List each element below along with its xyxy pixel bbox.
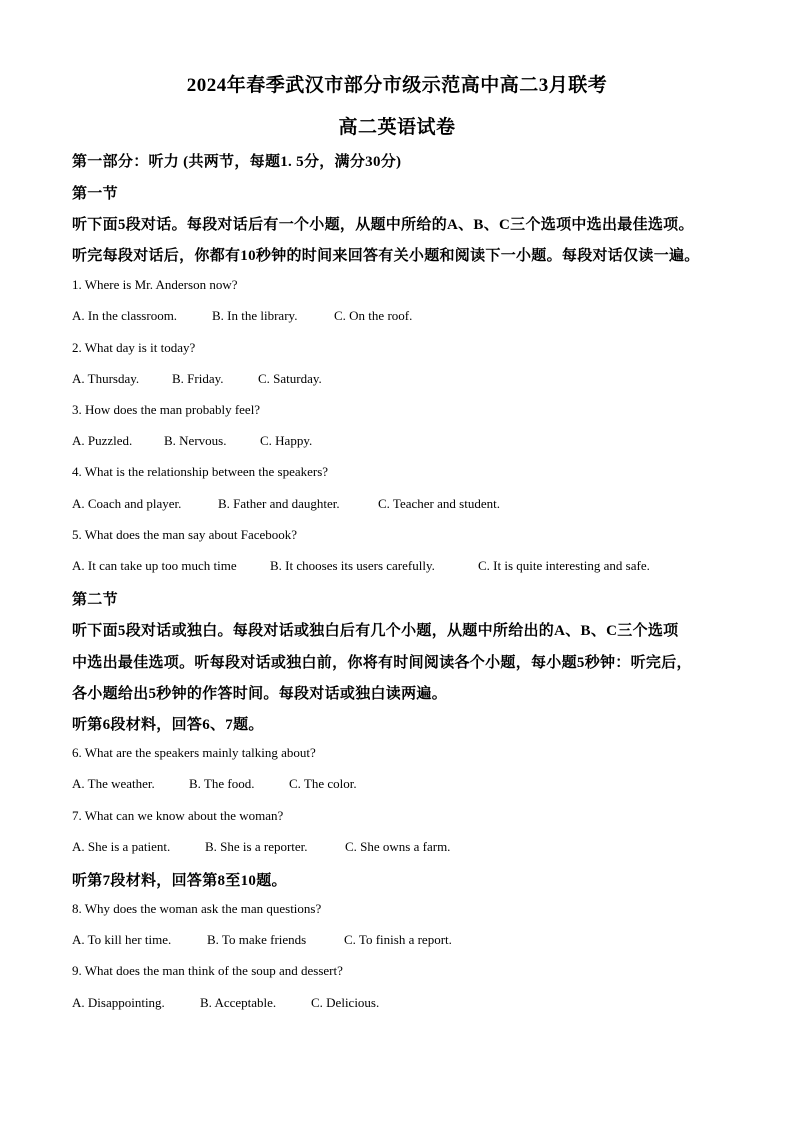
section1-instruction-line2: 听完每段对话后，你都有10秒钟的时间来回答有关小题和阅读下一小题。每段对话仅读一遍。 <box>72 248 700 264</box>
option-c: C. Delicious. <box>311 995 380 1010</box>
option-b: B. Friday. <box>172 371 224 386</box>
question-options <box>72 839 450 855</box>
part1-heading: 第一部分：听力 (共两节，每题1. 5分，满分30分) <box>72 154 402 170</box>
question-stem: 8. Why does the woman ask the man questions? <box>72 901 322 916</box>
option-c: C. She owns a farm. <box>345 839 451 854</box>
option-a: A. The weather. <box>72 776 155 791</box>
section2-instruction-line2: 中选出最佳选项。听每段对话或独白前，你将有时间阅读各个小题，每小题5秒钟：听完后， <box>72 655 692 671</box>
question-stem: 4. What is the relationship between the speakers? <box>72 464 329 479</box>
material6-heading: 听第6段材料，回答6、7题。 <box>72 717 264 733</box>
option-b: B. The food. <box>189 776 255 791</box>
option-c: C. On the roof. <box>334 308 413 323</box>
question-options <box>72 308 412 324</box>
option-c: C. Saturday. <box>258 371 322 386</box>
option-a: A. Puzzled. <box>72 433 133 448</box>
question-stem: 7. What can we know about the woman? <box>72 808 284 823</box>
option-b: B. Acceptable. <box>200 995 277 1010</box>
question-options <box>72 776 357 792</box>
option-a: A. Disappointing. <box>72 995 165 1010</box>
question-stem: 1. Where is Mr. Anderson now? <box>72 277 238 292</box>
question-stem: 9. What does the man think of the soup and dessert? <box>72 963 343 978</box>
question-stem: 6. What are the speakers mainly talking about? <box>72 745 316 760</box>
section1-instruction-line1: 听下面5段对话。每段对话后有一个小题，从题中所给的A、B、C三个选项中选出最佳选项。 <box>72 217 694 233</box>
question-options <box>72 433 312 449</box>
option-c: C. To finish a report. <box>344 932 452 947</box>
material7-heading: 听第7段材料，回答第8至10题。 <box>72 873 287 889</box>
option-b: B. To make friends <box>207 932 307 947</box>
section2-instruction-line1: 听下面5段对话或独白。每段对话或独白后有几个小题，从题中所给出的A、B、C三个选项 <box>72 623 679 639</box>
section1-heading: 第一节 <box>72 186 118 202</box>
option-b: B. Father and daughter. <box>218 496 340 511</box>
option-a: A. Thursday. <box>72 371 140 386</box>
option-b: B. It chooses its users carefully. <box>270 558 435 573</box>
option-c: C. Teacher and student. <box>378 496 500 511</box>
question-options <box>72 995 379 1011</box>
option-a: A. In the classroom. <box>72 308 178 323</box>
exam-title: 2024年春季武汉市部分市级示范高中高二3月联考 <box>186 75 608 96</box>
option-b: B. In the library. <box>212 308 298 323</box>
option-c: C. Happy. <box>260 433 313 448</box>
question-stem: 2. What day is it today? <box>72 340 196 355</box>
option-a: A. To kill her time. <box>72 932 172 947</box>
option-a: A. Coach and player. <box>72 496 182 511</box>
section2-heading: 第二节 <box>72 592 118 608</box>
section2-instruction-line3: 各小题给出5秒钟的作答时间。每段对话或独白读两遍。 <box>72 686 448 702</box>
question-stem: 3. How does the man probably feel? <box>72 402 261 417</box>
option-c: C. The color. <box>289 776 357 791</box>
option-b: B. Nervous. <box>164 433 227 448</box>
exam-subtitle: 高二英语试卷 <box>338 117 456 138</box>
option-a: A. She is a patient. <box>72 839 171 854</box>
option-c: C. It is quite interesting and safe. <box>478 558 650 573</box>
question-options <box>72 496 500 512</box>
question-options <box>72 371 322 387</box>
question-stem: 5. What does the man say about Facebook? <box>72 527 298 542</box>
question-options <box>72 932 452 948</box>
option-b: B. She is a reporter. <box>205 839 308 854</box>
question-options <box>72 558 650 574</box>
option-a: A. It can take up too much time <box>72 558 237 573</box>
